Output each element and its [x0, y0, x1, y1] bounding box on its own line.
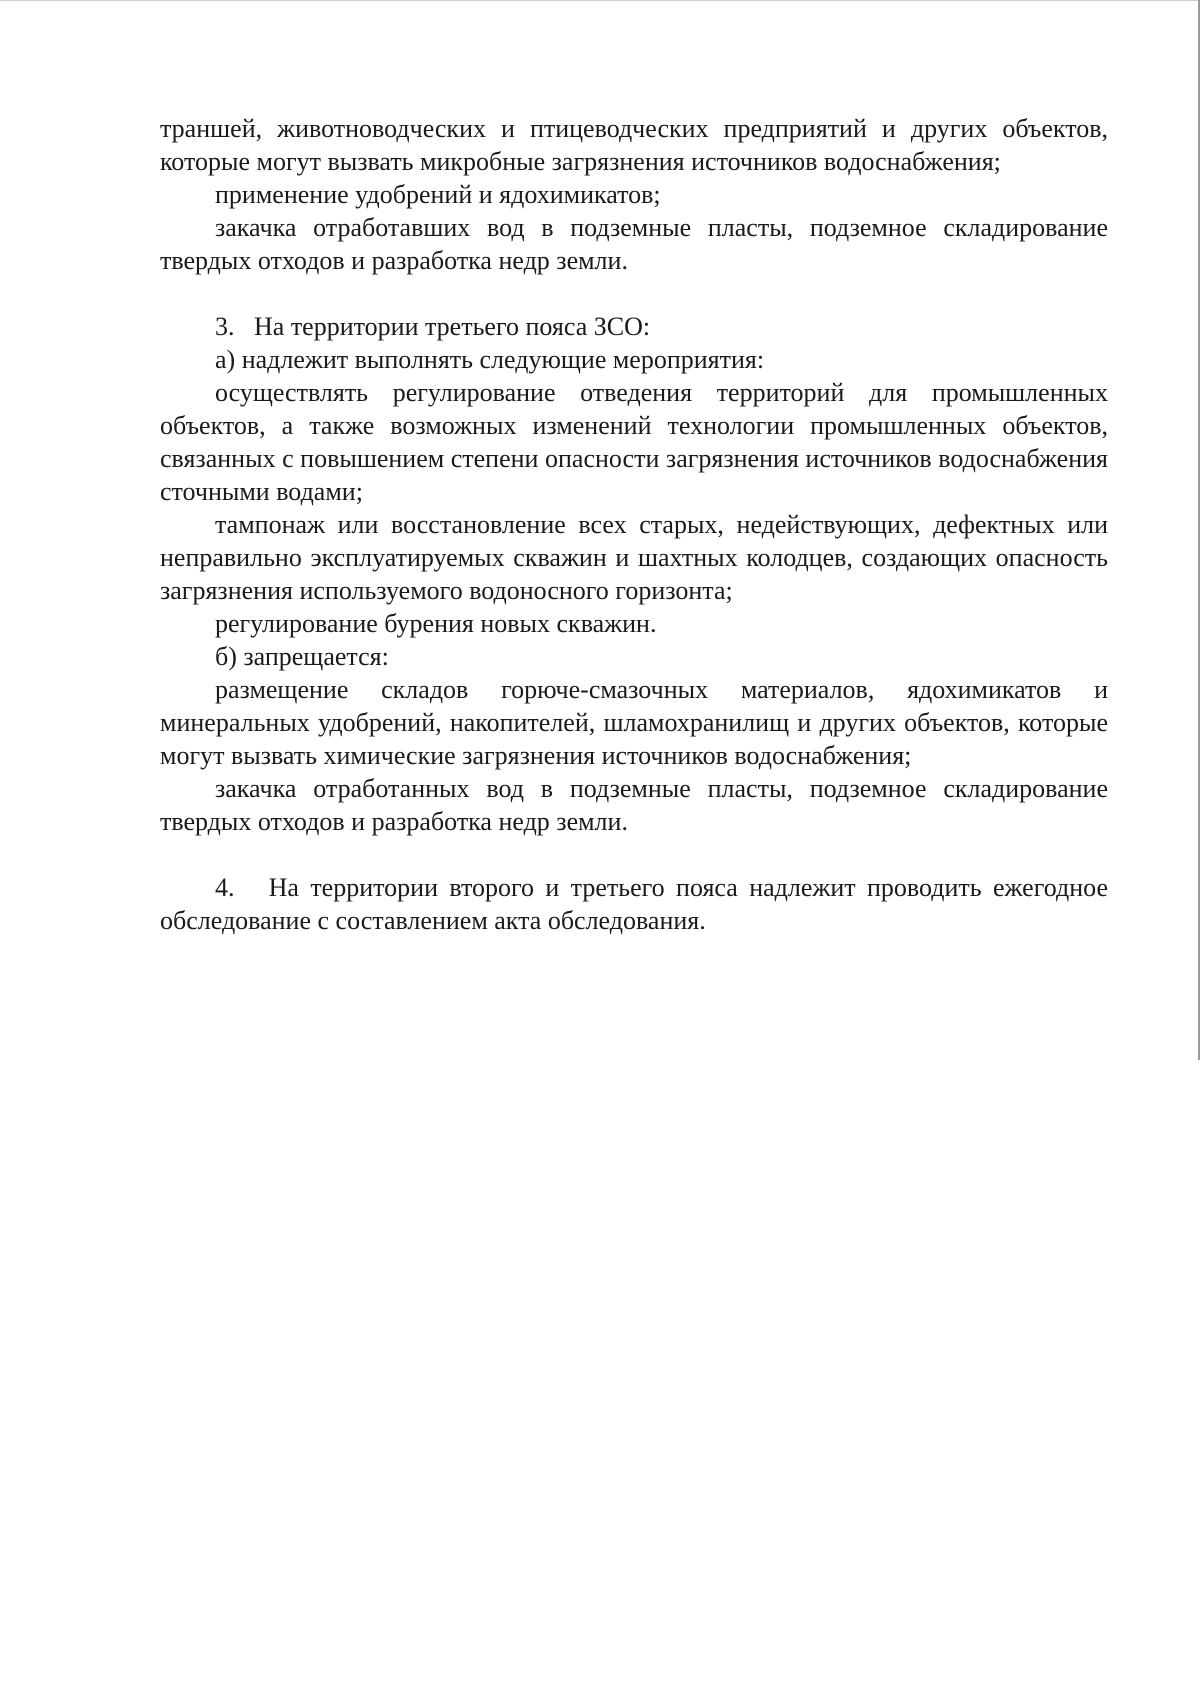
paragraph-2: применение удобрений и ядохимикатов; — [215, 180, 661, 209]
document-body — [160, 112, 1108, 937]
paragraph-11: размещение складов горюче-смазочных материалов, ядохимикатов и минеральных удобрений, накопителей, шламохранилищ и других объектов, которые могут вызвать химические загрязнения источников водоснабжения; — [160, 675, 1108, 770]
paragraph-3: закачка отработавших вод в подземные пласты, подземное складирование твердых отходов и разработка недр земли. — [160, 213, 1108, 275]
paragraph-gap — [160, 838, 1108, 871]
paragraph-9: регулирование бурения новых скважин. — [215, 609, 657, 638]
paragraph-1: траншей, животноводческих и птицеводческих предприятий и других объектов, которые могут вызвать микробные загрязнения источников водоснабжения; — [160, 114, 1108, 176]
paragraph-gap — [160, 277, 1108, 310]
paragraph-8: тампонаж или восстановление всех старых, недействующих, дефектных или неправильно эксплуатируемых скважин и шахтных колодцев, создающих опасность загрязнения используемого водоносного горизонта; — [160, 510, 1108, 605]
section-4-paragraph: 4. На территории второго и третьего пояса надлежит проводить ежегодное обследование с составлением акта обследования. — [160, 873, 1108, 935]
section-3a-heading: а) надлежит выполнять следующие мероприятия: — [215, 345, 765, 374]
paragraph-7: осуществлять регулирование отведения территорий для промышленных объектов, а также возможных изменений технологии промышленных объектов, связанных с повышением степени опасности загрязнения источников водоснабжения сточными водами; — [160, 378, 1108, 506]
section-3b-heading: б) запрещается: — [215, 642, 389, 671]
section-3-heading: 3. На территории третьего пояса ЗСО: — [215, 312, 651, 341]
scan-top-edge — [0, 0, 1200, 1]
paragraph-12: закачка отработанных вод в подземные пласты, подземное складирование твердых отходов и разработка недр земли. — [160, 774, 1108, 836]
